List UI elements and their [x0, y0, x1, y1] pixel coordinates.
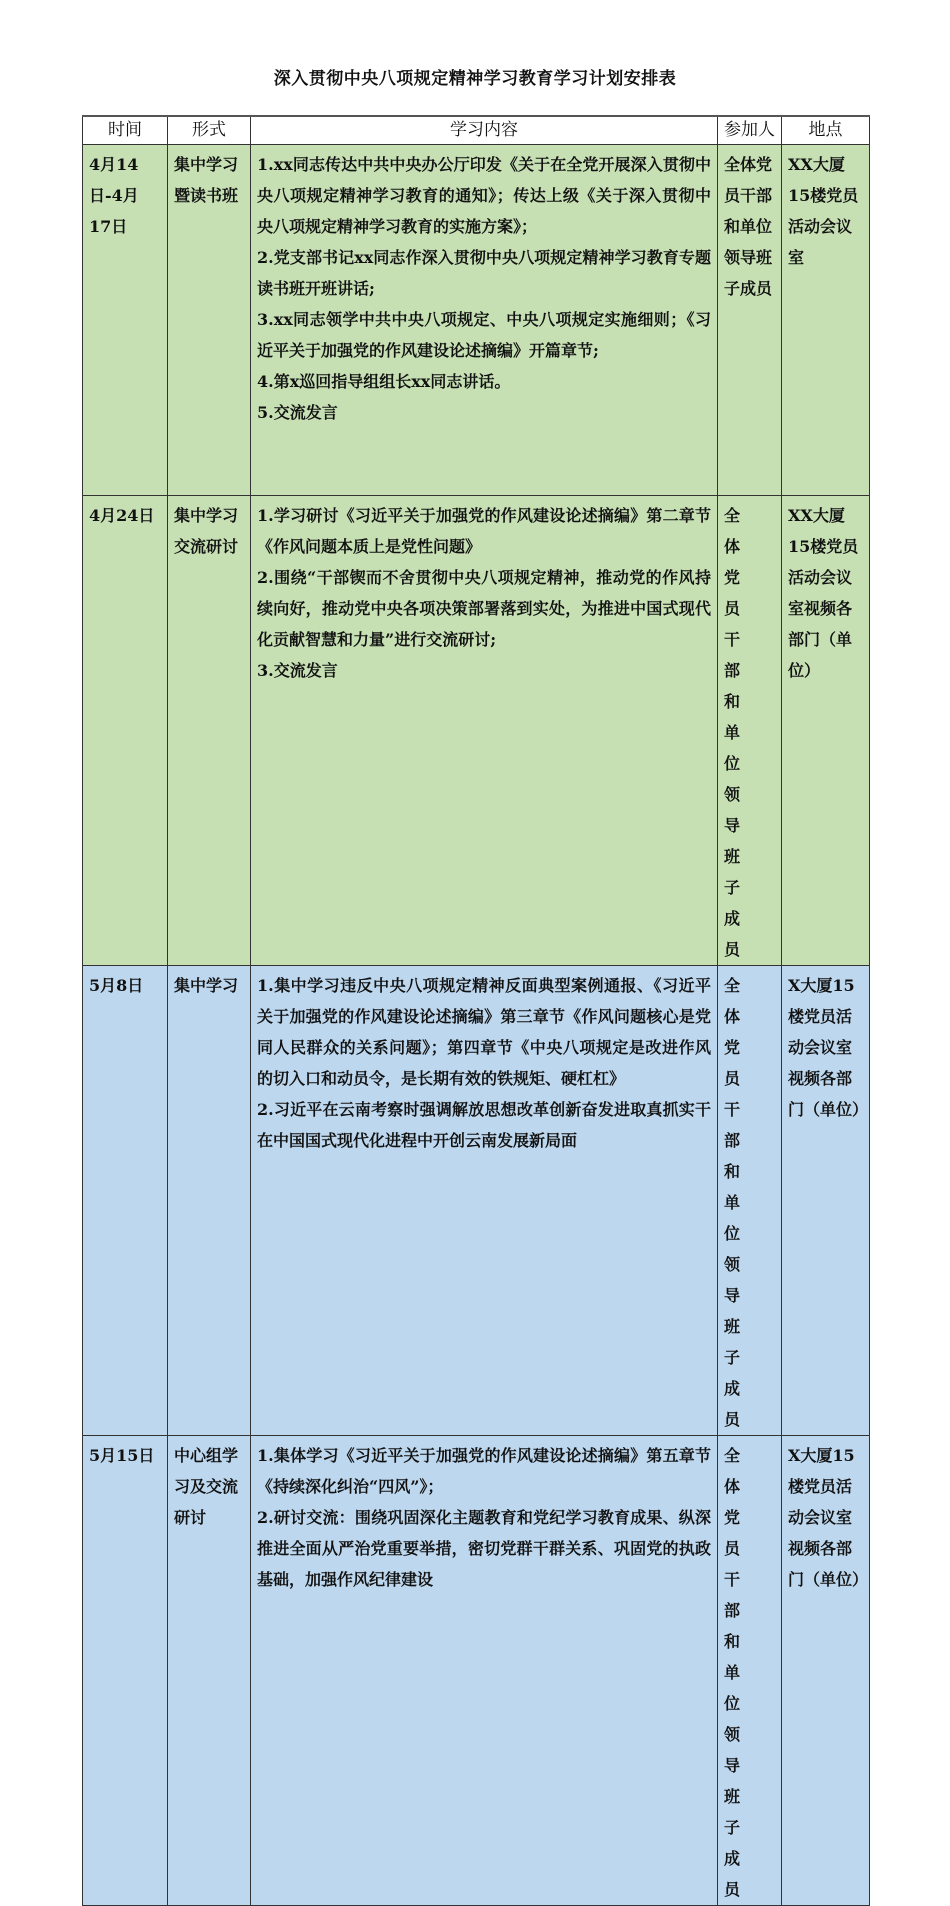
cell-location: X大厦15楼党员活动会议室视频各部门（单位）: [782, 1436, 870, 1906]
cell-content: [251, 496, 718, 966]
header-location: 地点: [782, 116, 870, 145]
cell-location: X大厦15楼党员活动会议室视频各部门（单位）: [782, 966, 870, 1436]
content-item: 1.集中学习违反中央八项规定精神反面典型案例通报、《习近平关于加强党的作风建设论述摘编》第三章节《作风问题核心是党同人民群众的关系问题》；第四章节《中央八项规定是改进作风的切入口和动员令，是长期有效的铁规矩、硬杠杠》: [257, 976, 711, 1088]
cell-time: 5月8日: [83, 966, 168, 1436]
table-row: [83, 1436, 870, 1906]
cell-content: [251, 1436, 718, 1906]
content-item: 3.交流发言: [257, 661, 338, 680]
content-item: 1.集体学习《习近平关于加强党的作风建设论述摘编》第五章节《持续深化纠治“四风”》；: [257, 1446, 711, 1496]
content-item: 3.xx同志领学中共中央八项规定、中央八项规定实施细则；《习近平关于加强党的作风建设论述摘编》开篇章节;: [257, 310, 711, 360]
cell-time: 5月15日: [83, 1436, 168, 1906]
header-form: 形式: [168, 116, 251, 145]
content-item: 4.第x巡回指导组组长xx同志讲话。: [257, 372, 511, 391]
content-item: 2.围绕“干部锲而不舍贯彻中央八项规定精神，推动党的作风持续向好，推动党中央各项决策部署落到实处，为推进中国式现代化贡献智慧和力量”进行交流研讨;: [257, 568, 711, 649]
header-time: 时间: [83, 116, 168, 145]
cell-time: 4月14日-4月17日: [83, 145, 168, 496]
content-item: 5.交流发言: [257, 403, 338, 422]
cell-time: 4月24日: [83, 496, 168, 966]
table-row: [83, 966, 870, 1436]
cell-form: 集中学习交流研讨: [168, 496, 251, 966]
cell-location: XX大厦15楼党员活动会议室: [782, 145, 870, 496]
study-plan-table: [82, 115, 870, 1906]
cell-participants: 全体党员干部和单位领导班子成员: [718, 966, 782, 1436]
content-item: 2.研讨交流：围绕巩固深化主题教育和党纪学习教育成果、纵深推进全面从严治党重要举措，密切党群干群关系、巩固党的执政基础，加强作风纪律建设: [257, 1508, 711, 1589]
content-item: 1.xx同志传达中共中央办公厅印发《关于在全党开展深入贯彻中央八项规定精神学习教育的通知》；传达上级《关于深入贯彻中央八项规定精神学习教育的实施方案》；: [257, 155, 711, 236]
cell-form: 集中学习暨读书班: [168, 145, 251, 496]
cell-participants: 全体党员干部和单位领导班子成员: [718, 145, 782, 496]
cell-participants: 全体党员干部和单位领导班子成员: [718, 1436, 782, 1906]
cell-content: [251, 145, 718, 496]
table-row: [83, 145, 870, 496]
content-item: 2.党支部书记xx同志作深入贯彻中央八项规定精神学习教育专题读书班开班讲话;: [257, 248, 711, 298]
cell-participants: 全体党员干部和单位领导班子成员: [718, 496, 782, 966]
table-header-row: [83, 116, 870, 145]
content-item: 2.习近平在云南考察时强调解放思想改革创新奋发进取真抓实干在中国国式现代化进程中开创云南发展新局面: [257, 1100, 711, 1150]
cell-content: [251, 966, 718, 1436]
cell-location: XX大厦15楼党员活动会议室视频各部门（单位）: [782, 496, 870, 966]
header-content: 学习内容: [251, 116, 718, 145]
document-title: 深入贯彻中央八项规定精神学习教育学习计划安排表: [273, 69, 677, 89]
cell-form: 中心组学习及交流研讨: [168, 1436, 251, 1906]
cell-form: 集中学习: [168, 966, 251, 1436]
content-item: 1.学习研讨《习近平关于加强党的作风建设论述摘编》第二章节《作风问题本质上是党性问题》: [257, 506, 711, 556]
table-row: [83, 496, 870, 966]
header-participants: 参加人: [718, 116, 782, 145]
